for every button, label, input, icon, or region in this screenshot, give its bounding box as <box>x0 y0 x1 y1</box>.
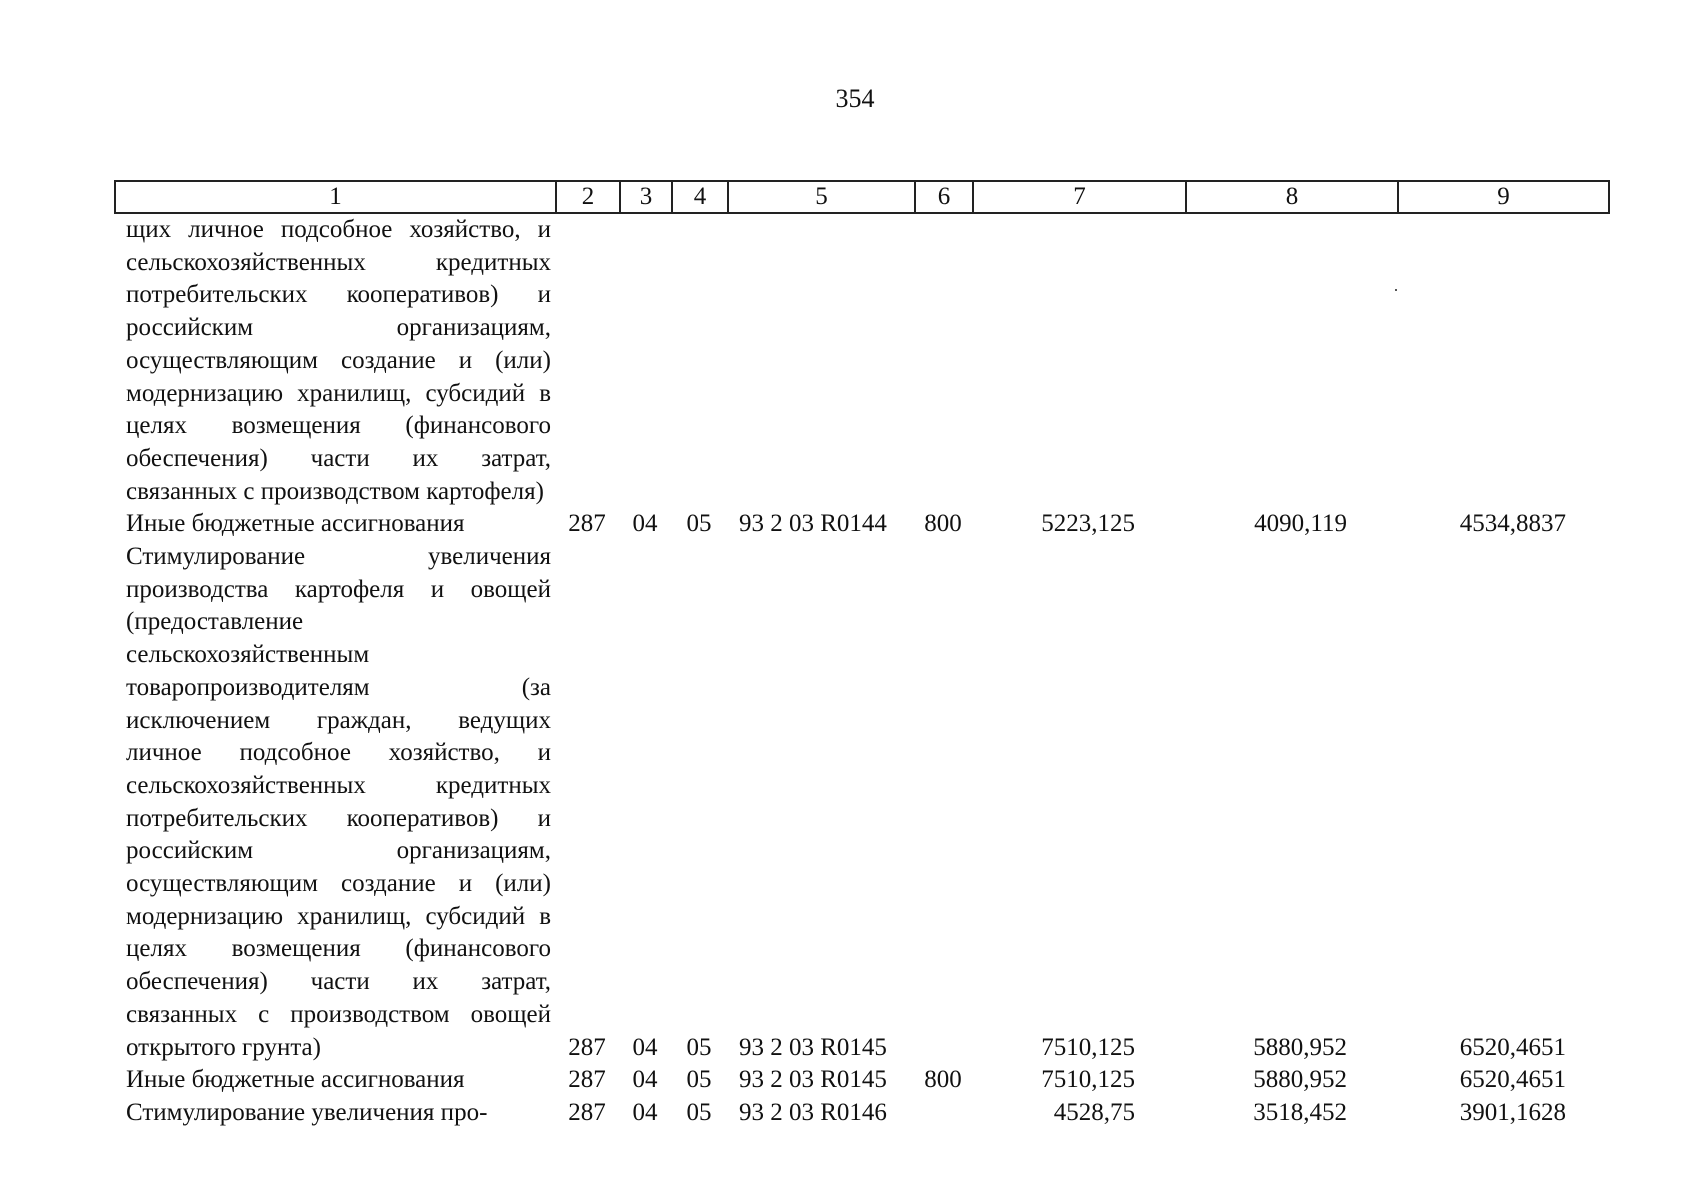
cell-ministry-code: 287 <box>568 1033 606 1061</box>
cell-amount-col8: 5880,952 <box>1253 1066 1347 1094</box>
cell-amount-col7: 7510,125 <box>1041 1066 1135 1094</box>
column-header: 5 <box>728 181 915 213</box>
cell-amount-col7: 4528,75 <box>1053 1098 1135 1126</box>
cell-ministry-code: 287 <box>568 1098 606 1126</box>
cell-section: 04 <box>632 1033 658 1061</box>
cell-amount-col8: 3518,452 <box>1253 1098 1347 1126</box>
cell-subsection: 05 <box>686 1098 712 1126</box>
table-row <box>114 1064 1608 1097</box>
column-header: 4 <box>672 181 728 213</box>
cell-section: 04 <box>632 1098 658 1126</box>
row-description: Стимулирование увеличения про- <box>126 1098 488 1126</box>
column-header-table <box>114 180 1610 214</box>
scan-speck <box>1395 289 1397 291</box>
cell-amount-col8: 4090,119 <box>1254 510 1347 538</box>
row-description: Иные бюджетные ассигнования <box>126 510 465 538</box>
column-header: 8 <box>1186 181 1398 213</box>
cell-expense-type <box>914 1097 972 1130</box>
row-description: щих личное подсобное хозяйство, и сельскохозяйственных кредитных потребительских кооперативов) и российским организациям, осуществляющим создание и (или) модернизацию хранилищ, субсидий в целях возмещения (финансового обеспечения) части их затрат, связанных с производством картофеля) <box>126 216 551 505</box>
table-row <box>114 214 1608 508</box>
cell-expense-type <box>914 214 972 508</box>
table-row <box>114 541 1608 1064</box>
cell-section: 04 <box>632 510 658 538</box>
column-header: 7 <box>973 181 1186 213</box>
cell-section: 04 <box>632 1066 658 1094</box>
page-number: 354 <box>835 84 875 113</box>
cell-section <box>619 214 671 508</box>
cell-amount-col9 <box>1397 214 1608 508</box>
cell-expense-type: 800 <box>924 510 962 538</box>
cell-subsection: 05 <box>686 1066 712 1094</box>
cell-subsection: 05 <box>686 510 712 538</box>
cell-amount-col9: 4534,8837 <box>1459 510 1566 538</box>
cell-target-article: 93 2 03 R0146 <box>739 1098 887 1126</box>
cell-target-article: 93 2 03 R0145 <box>739 1033 887 1061</box>
row-description: Стимулирование увеличения производства картофеля и овощей (предоставление сельскохозяйственным товаропроизводителям (за исключением граждан, ведущих личное подсобное хозяйство, и сельскохозяйственных кредитных потребительских кооперативов) и российским организациям, осуществляющим создание и (или) модернизацию хранилищ, субсидий в целях возмещения (финансового обеспечения) части их затрат, связанных с производством овощей открытого грунта) <box>126 543 551 1061</box>
cell-amount-col7: 5223,125 <box>1041 510 1135 538</box>
cell-expense-type <box>914 541 972 1064</box>
budget-table <box>114 214 1608 1130</box>
cell-amount-col9: 6520,4651 <box>1459 1033 1566 1061</box>
cell-amount-col7: 7510,125 <box>1041 1033 1135 1061</box>
cell-amount-col8 <box>1185 214 1397 508</box>
cell-target-article <box>727 214 914 508</box>
cell-ministry-code <box>555 214 619 508</box>
cell-target-article: 93 2 03 R0145 <box>739 1066 887 1094</box>
cell-subsection: 05 <box>686 1033 712 1061</box>
cell-ministry-code: 287 <box>568 1066 606 1094</box>
cell-amount-col9: 3901,1628 <box>1459 1098 1566 1126</box>
cell-expense-type: 800 <box>924 1066 962 1094</box>
column-header: 2 <box>556 181 620 213</box>
cell-ministry-code: 287 <box>568 510 606 538</box>
cell-target-article: 93 2 03 R0144 <box>739 510 887 538</box>
column-header: 1 <box>115 181 556 213</box>
column-header-row <box>115 181 1609 213</box>
cell-amount-col9: 6520,4651 <box>1459 1066 1566 1094</box>
table-row <box>114 1097 1608 1130</box>
cell-amount-col8: 5880,952 <box>1253 1033 1347 1061</box>
cell-subsection <box>671 214 727 508</box>
table-row <box>114 508 1608 541</box>
row-description: Иные бюджетные ассигнования <box>126 1066 465 1094</box>
column-header: 9 <box>1398 181 1609 213</box>
column-header: 3 <box>620 181 672 213</box>
cell-amount-col7 <box>972 214 1185 508</box>
column-header: 6 <box>915 181 973 213</box>
